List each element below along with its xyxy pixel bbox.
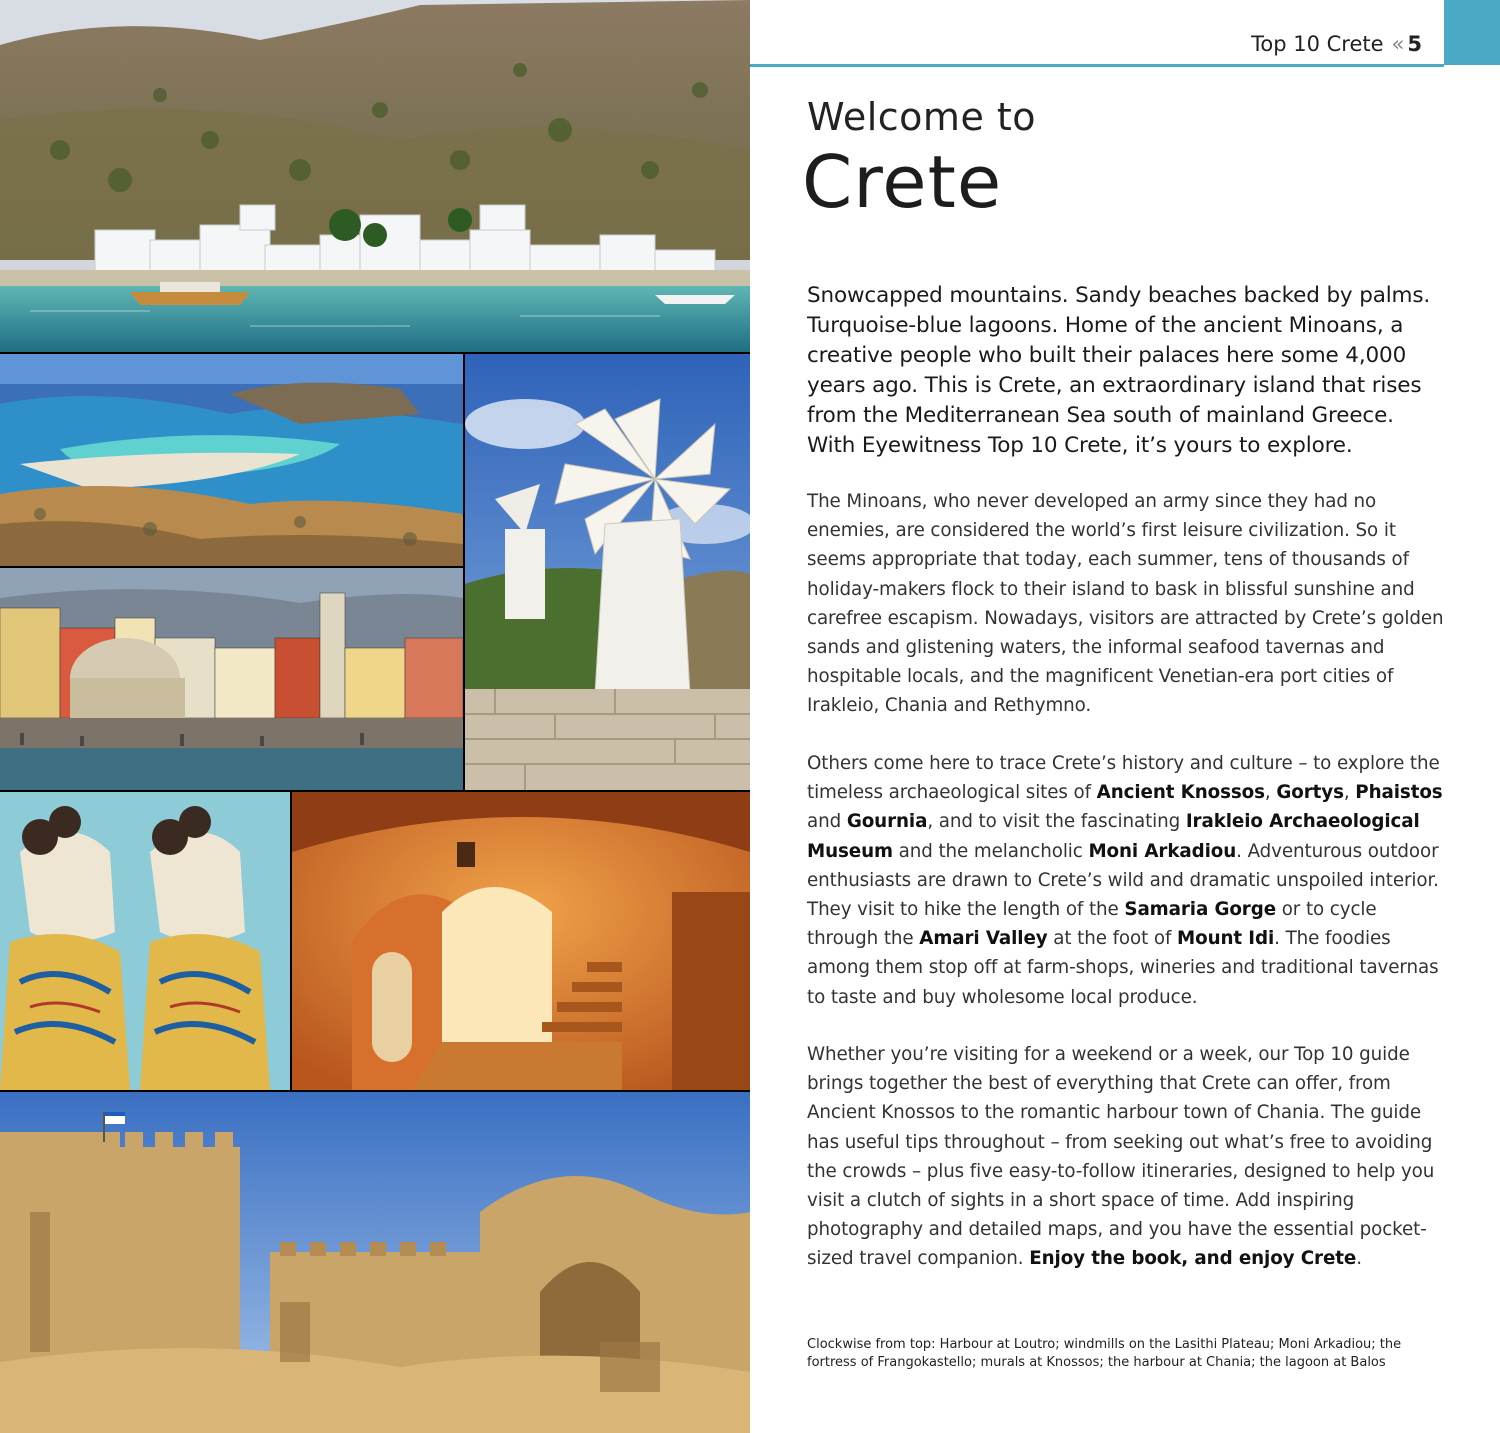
chania-photo [0, 568, 463, 790]
mural-photo [0, 792, 290, 1090]
chevron-icon: « [1391, 32, 1402, 56]
caption-text: Harbour at Loutro; windmills on the Lasithi Plateau; Moni Arkadiou; the fortress of Frangokastello; murals at Knossos; the harbour at Chania; the lagoon at Balos [807, 1337, 1402, 1370]
intro-paragraph: Snowcapped mountains. Sandy beaches backed by palms. Turquoise-blue lagoons. Home of the ancient Minoans, a creative people who built their palaces here some 4,000 years ago. This is Crete, an extraordinary island that rises from the Mediterranean Sea south of mainland Greece. With Eyewitness Top 10 Crete, it’s yours to explore. [807, 283, 1431, 458]
photo-caption [807, 1336, 1447, 1372]
text-page [750, 0, 1500, 1433]
body-paragraph-3: Whether you’re visiting for a weekend or a week, our Top 10 guide brings together the best of everything that Crete can offer, from Ancient Knossos to the romantic harbour town of Chania. The guide has useful tips throughout – from seeking out what’s free to avoiding the crowds – plus five easy-to-follow itineraries, designed to help you visit a clutch of sights in a short space of time. Add inspiring photography and detailed maps, and you have the essential pocket-sized travel companion. Enjoy the book, and enjoy Crete. [807, 1044, 1435, 1270]
place-gournia: Gournia [846, 811, 928, 833]
place-irakleio-museum: Irakleio Archaeological Museum [807, 811, 1420, 862]
place-ancient-knossos: Ancient Knossos [1096, 782, 1265, 804]
section-title: Top 10 Crete [1251, 32, 1384, 56]
place-phaistos: Phaistos [1355, 782, 1443, 804]
page-title: Crete [802, 140, 1003, 224]
windmill-photo [465, 354, 750, 790]
place-moni-arkadiou: Moni Arkadiou [1088, 840, 1237, 862]
place-samaria-gorge: Samaria Gorge [1124, 899, 1277, 921]
place-gortys: Gortys [1276, 782, 1344, 804]
header-rule [750, 64, 1444, 67]
welcome-heading: Welcome to [807, 95, 1037, 139]
lagoon-photo [0, 354, 463, 566]
page-number: 5 [1407, 32, 1422, 56]
place-mount-idi: Mount Idi [1177, 928, 1275, 950]
page-tab [1444, 0, 1500, 65]
running-header [1251, 32, 1422, 56]
closing-line: Enjoy the book, and enjoy Crete [1029, 1248, 1357, 1270]
caption-lead: Clockwise from top: [807, 1337, 940, 1352]
fortress-photo [0, 1092, 750, 1433]
body-paragraph-1: The Minoans, who never developed an army since they had no enemies, are considered the world’s first leisure civilization. So it seems appropriate that today, each summer, tens of thousands of holiday-makers flock to their island to bask in blissful sunshine and carefree escapism. Nowadays, visitors are attracted by Crete’s golden sands and glistening waters, the informal seafood tavernas and hospitable locals, and the magnificent Venetian-era port cities of Irakleio, Chania and Rethymno. [807, 491, 1444, 717]
place-amari-valley: Amari Valley [919, 928, 1048, 950]
body-paragraph-2: Others come here to trace Crete’s history and culture – to explore the timeless archaeological sites of Ancient Knossos, Gortys, Phaistos and Gournia, and to visit the fascinating Irakleio Archaeological Museum and the melancholic Moni Arkadiou. Adventurous outdoor enthusiasts are drawn to Crete’s wild and dramatic unspoiled interior. They visit to hike the length of the Samaria Gorge or to cycle through the Amari Valley at the foot of Mount Idi. The foodies among them stop off at farm-shops, wineries and traditional tavernas to taste and buy wholesome local produce. [807, 753, 1443, 1008]
harbour-photo [0, 0, 750, 352]
monastery-photo [292, 792, 750, 1090]
